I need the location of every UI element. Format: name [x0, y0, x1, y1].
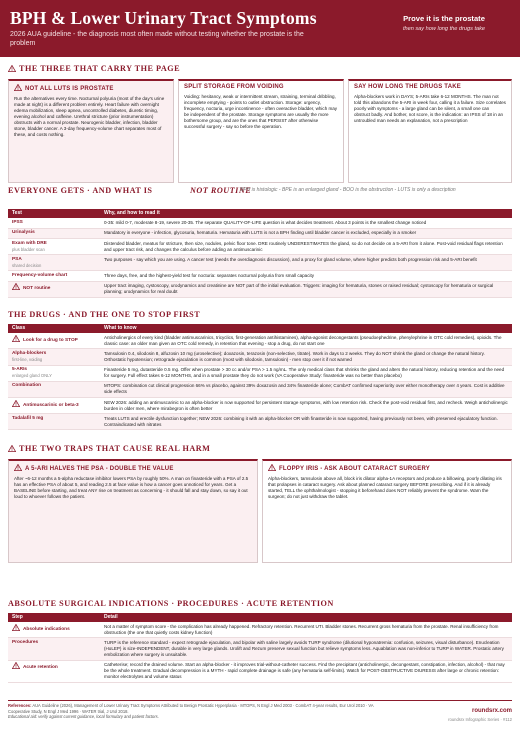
prove-subtitle: then say how long the drugs take — [402, 26, 486, 33]
surgical-table — [8, 613, 512, 683]
section-three-label: THE THREE THAT CARRY THE PAGE — [19, 64, 181, 73]
everyone-heading — [8, 186, 520, 206]
card-title-text: NOT ALL LUTS IS PROSTATE — [25, 86, 114, 92]
section-three-heading — [8, 64, 180, 75]
page-subtitle: 2026 AUA guideline - the diagnosis most often made without testing whether the prostate is the problem — [10, 31, 304, 48]
table-row — [8, 622, 512, 638]
card-drug-timing — [348, 79, 512, 183]
disclaimer: Educational aid: verify against current guidance, local formulary and patient factors. — [8, 714, 159, 720]
references-text: AUA Guideline (2026), Management of Lower Urinary Tract Symptoms Attributed to Benign Prostatic Hyperplasia · MTOPS, N Engl J Med 2003 · CombAT 4-year results, Eur Urol 2010 · VA Cooperative Study, N Engl J Med 1996 · WATER trial, J Urol 2018. — [8, 703, 374, 714]
row-label-cell — [8, 397, 100, 413]
row-sublabel: enlarged gland ONLY — [12, 373, 52, 379]
row-label-cell — [8, 622, 100, 638]
table-row — [8, 333, 512, 349]
row-label: Combination — [12, 383, 42, 389]
trap-iris-body: Alpha-blockers, tamsulosin above all, block iris dilator alpha-1A receptors and produce a billowing, poorly dilating iris that prolapses in cataract surgery. Ask about planned cataract surgery BEFORE prescribing. And if it is already started, TELL the ophthalmologist - stopping it beforehand does NOT reliably prevent the syndrome. Warn the surgeon; do not just withdraw the tablet. — [268, 475, 502, 500]
row-label-cell — [8, 381, 100, 397]
warning-icon — [8, 65, 16, 72]
row-detail: Upper tract imaging, cystoscopy, urodynamics and creatinine are NOT part of the initial evaluation. Triggers: imaging for hematuria, stones or raised residual; cystoscopy for hematuria or surgical planning; urodynamics for real doubt — [100, 281, 512, 297]
row-label: Absolute indications — [23, 626, 70, 632]
warning-icon — [14, 464, 22, 471]
row-detail: Anticholinergics of every kind (bladder antimuscarinics, tricyclics, first-generation antihistamines), alpha-agonist decongestants (pseudoephedrine, phenylephrine in OTC cold remedies), opioids. The classic case: an older man given an OTC cold remedy, in retention that evening - stop a drug, do not start one — [100, 333, 512, 349]
row-label: Frequency-volume chart — [12, 272, 68, 278]
card-drug-timing-body: Alpha-blockers work in DAYS; 5-ARIs take 6-12 MONTHS. The man not told this abandons the 5-ARI in week four, calling it a failure. Size correlates poorly with symptoms - a large gland can be silent, a small one can obstruct badly. And bother, not score, is the indication: an IPSS of 18 in an untroubled man needs an explanation, not a prescription — [354, 93, 506, 124]
column-header: Test — [8, 209, 100, 218]
section-traps-label: THE TWO TRAPS THAT CAUSE REAL HARM — [19, 444, 211, 453]
row-label-cell — [8, 281, 100, 297]
row-label: PSA — [12, 256, 22, 262]
footer-divider — [8, 700, 512, 701]
row-label: Exam with DRE — [12, 240, 47, 246]
warning-icon — [268, 464, 276, 471]
site-branding — [420, 708, 512, 722]
table-row — [8, 365, 512, 381]
warning-icon — [12, 335, 20, 342]
table-row — [8, 271, 512, 281]
card-drug-timing-title: SAY HOW LONG THE DRUGS TAKE — [354, 84, 461, 90]
row-label-cell — [8, 365, 100, 381]
row-detail: Not a matter of symptom score - the complication has already happened. Refractory retention. Recurrent UTI. Bladder stones. Recurrent gross hematuria from the prostate. Renal insufficiency from obstruction (the one that quietly costs kidney function) — [100, 622, 512, 638]
trap-psa-title — [14, 464, 252, 474]
table-row — [8, 228, 512, 238]
table-row — [8, 218, 512, 228]
page-title: BPH & Lower Urinary Tract Symptoms — [10, 8, 317, 28]
row-label: NOT routine — [23, 286, 51, 292]
row-detail: Three days, free, and the highest-yield test for nocturia: separates nocturnal polyuria from small capacity — [100, 271, 512, 281]
table-row — [8, 660, 512, 682]
row-detail: Catheterise; record the drained volume. Start an alpha-blocker - it improves trial-without-catheter success. Find the precipitant (anticholinergic, decongestant, constipation, infection, alcohol) - that may be the whole treatment. Gradual decompression is a MYTH - rapid complete drainage is safe (any hematuria self-limits). Watch for POST-OBSTRUCTIVE DIURESIS after large or chronic retention: monitor electrolytes and volume status — [100, 660, 512, 682]
row-label: Look for a drug to STOP — [23, 337, 78, 343]
row-detail: NEW 2026: adding an antimuscarinic to an alpha-blocker is now supported for persistent storage symptoms, with low retention risk. Check the post-void residual first, and recheck. Weigh anticholinergic burden in older men, where mirabegron is often better — [100, 397, 512, 413]
trap-psa-body: After ~6-12 months a 5-alpha reductase inhibitor lowers PSA by roughly 50%. A man on finasteride with a PSA of 2.5 has an effective PSA of about 5, and reading 2.5 at face value is how a cancer goes unnoticed for years. Get a BASELINE before starting, and treat ANY rise on treatment as concerning - it should fall and stay down, so say it out loud to whoever follows the patient. — [14, 475, 249, 500]
card-split-storage-title: SPLIT STORAGE FROM VOIDING — [184, 84, 284, 90]
row-detail: Finasteride 5 mg, dutasteride 0.5 mg. Offer when prostate > 30 cc and/or PSA > 1.5 ng/mL. The only medical class that shrinks the gland and alters the natural history, reducing retention and the need for surgery. Full effect takes 6-12 MONTHS, and in a small prostate they do not work (VA Cooperative Study: finasteride was no better than placebo) — [100, 365, 512, 381]
row-sublabel: shared decision — [12, 263, 42, 269]
row-sublabel: plus bladder scan — [12, 246, 45, 252]
row-label-cell — [8, 660, 100, 682]
warning-icon — [8, 445, 16, 452]
card-not-all-luts-title — [14, 84, 168, 94]
row-label-cell — [8, 239, 100, 255]
row-label: Urinalysis — [12, 230, 35, 236]
row-label-cell — [8, 255, 100, 271]
table-row — [8, 255, 512, 271]
row-label-cell — [8, 333, 100, 349]
warning-icon — [12, 283, 20, 290]
row-detail: Two purposes - say which you are using. A cancer test (needs the overdiagnosis discussion), and a proxy for gland volume, where higher predicts both progression risk and 5-ARI benefit — [100, 255, 512, 271]
row-detail: Treats LUTS and erectile dysfunction together; NEW 2026: combining it with an alpha-blocker OR with finasteride is now supported, having previously not been, with preserved ejaculatory function. Contraindicated with nitrates — [100, 414, 512, 430]
table-row — [8, 239, 512, 255]
column-header: Why, and how to read it — [100, 209, 512, 218]
row-label-cell — [8, 271, 100, 281]
column-header: Step — [8, 613, 100, 622]
row-label: Antimuscarinic or beta-3 — [23, 402, 79, 408]
header-banner — [0, 0, 520, 57]
row-label-cell — [8, 414, 100, 430]
row-detail: Mandatory in everyone - infection, glycosuria, hematuria. Hematuria with LUTS is not a BPH finding until bladder cancer is excluded, especially in a smoker — [100, 228, 512, 238]
everyone-title: EVERYONE GETS · AND WHAT IS — [8, 186, 153, 195]
row-label-cell — [8, 349, 100, 365]
references-label: References: — [8, 703, 32, 708]
tests-table — [8, 209, 512, 298]
trap-iris-title — [268, 464, 506, 474]
row-detail: 0-35: mild 0-7, moderate 8-19, severe 20-35. The separate QUALITY-OF-LIFE question is what decides treatment. About 3 points is the smallest change noticed — [100, 218, 512, 228]
table-row — [8, 414, 512, 430]
not-routine-title: NOT ROUTINE — [190, 186, 252, 195]
terminology-note: BPH is histologic - BPE is an enlarged gland - BOO is the obstruction - LUTS is only a description — [240, 187, 456, 193]
warning-icon — [12, 400, 20, 407]
column-header: What to know — [100, 324, 512, 333]
site-link[interactable]: roundsrx.com — [471, 708, 512, 714]
row-label: Alpha-blockers — [12, 350, 47, 356]
row-detail: TURP is the reference standard - expect retrograde ejaculation, and bipolar with saline largely avoids TURP syndrome (dilutional hyponatremia: confusion, seizures, visual disturbance). Enucleation (HoLEP) is size-INDEPENDENT, durable in very large glands. Urolift and Rezum preserve sexual function but relieve symptoms less. Aquablation was non-inferior to TURP in WATER. Prostatic artery embolization where surgery is unsuitable. — [100, 638, 512, 660]
row-label-cell — [8, 228, 100, 238]
row-label: 5-ARIs — [12, 367, 28, 373]
section-surgical-label: ABSOLUTE SURGICAL INDICATIONS · PROCEDURES · ACUTE RETENTION — [8, 599, 334, 608]
row-label: Tadalafil 5 mg — [12, 415, 44, 421]
table-row — [8, 381, 512, 397]
section-drugs-heading — [8, 310, 200, 321]
table-row — [8, 281, 512, 297]
section-surgical-heading — [8, 599, 334, 610]
column-header: Class — [8, 324, 100, 333]
warning-icon — [14, 84, 22, 91]
table-row — [8, 638, 512, 660]
row-detail: Distended bladder, meatus for stricture, then size, nodules, pelvic floor tone. DRE routinely UNDERESTIMATES the gland, so do not decide on a 5-ARI from it alone. Post-void residual flags retention and upper tract risk, and changes the calculus before adding an antimuscarinic — [100, 239, 512, 255]
warning-icon — [12, 624, 20, 631]
row-detail: Tamsulosin 0.4, silodosin 8, alfuzosin 10 mg (uroselective); doxazosin, terazosin (non-selective, titrate). Work in days to 2 weeks. They do NOT shrink the gland or change the natural history. Orthostatic hypotension; retrograde ejaculation is common (most with silodosin, tamsulosin) - men stop over it if not warned — [100, 349, 512, 365]
section-drugs-label: THE DRUGS · AND THE ONE TO STOP FIRST — [8, 310, 201, 319]
card-split-storage — [178, 79, 344, 183]
row-label-cell — [8, 638, 100, 660]
row-sublabel: first-line, voiding — [12, 357, 43, 363]
trap-title-text: FLOPPY IRIS - ASK ABOUT CATARACT SURGERY — [279, 466, 431, 472]
series-label: roundsrx Infographic Series · #112 — [448, 716, 512, 722]
row-label: Acute retention — [23, 665, 58, 671]
references — [8, 703, 388, 720]
drugs-table — [8, 324, 512, 430]
card-not-all-luts-body: Run the alternatives every time. Nocturnal polyuria (most of the day's urine made at night) is a different problem entirely. Heart failure with overnight edema mobilization, sleep apnea, uncontrolled diabetes, diuretic timing, evening alcohol and caffeine. Urethral stricture (prior instrumentation) obstructs with a normal prostate. Neurogenic bladder, infection, bladder stone, bladder cancer. A 3-day frequency-volume chart separates most of these, and costs nothing. — [14, 95, 165, 138]
row-detail: MTOPS: combination cut clinical progression 66% vs placebo, against 39% doxazosin and 34% finasteride alone; CombAT confirmed superiority over either monotherapy over 4 years. Cost is additive side effects — [100, 381, 512, 397]
card-split-storage-body: Voiding: hesitancy, weak or intermittent stream, straining, terminal dribbling, incomplete emptying - points to outlet obstruction. Storage: urgency, frequency, nocturia, urge incontinence - often overactive bladder, which may be independent of the prostate. Storage symptoms are usually the more bothersome group, and are the ones that PERSIST after otherwise successful surgery - say so before the operation. — [184, 93, 338, 130]
warning-icon — [12, 662, 20, 669]
section-traps-heading — [8, 444, 210, 455]
row-label-cell — [8, 218, 100, 228]
prove-title: Prove it is the prostate — [403, 14, 485, 23]
trap-psa-halving — [8, 459, 258, 563]
table-row — [8, 397, 512, 413]
table-row — [8, 349, 512, 365]
trap-floppy-iris — [262, 459, 512, 563]
prove-callout — [380, 14, 508, 33]
row-label: Procedures — [12, 639, 39, 645]
column-header: Detail — [100, 613, 512, 622]
trap-title-text: A 5-ARI HALVES THE PSA - DOUBLE THE VALUE — [25, 466, 174, 472]
card-not-all-luts — [8, 79, 174, 183]
row-label: IPSS — [12, 219, 23, 225]
